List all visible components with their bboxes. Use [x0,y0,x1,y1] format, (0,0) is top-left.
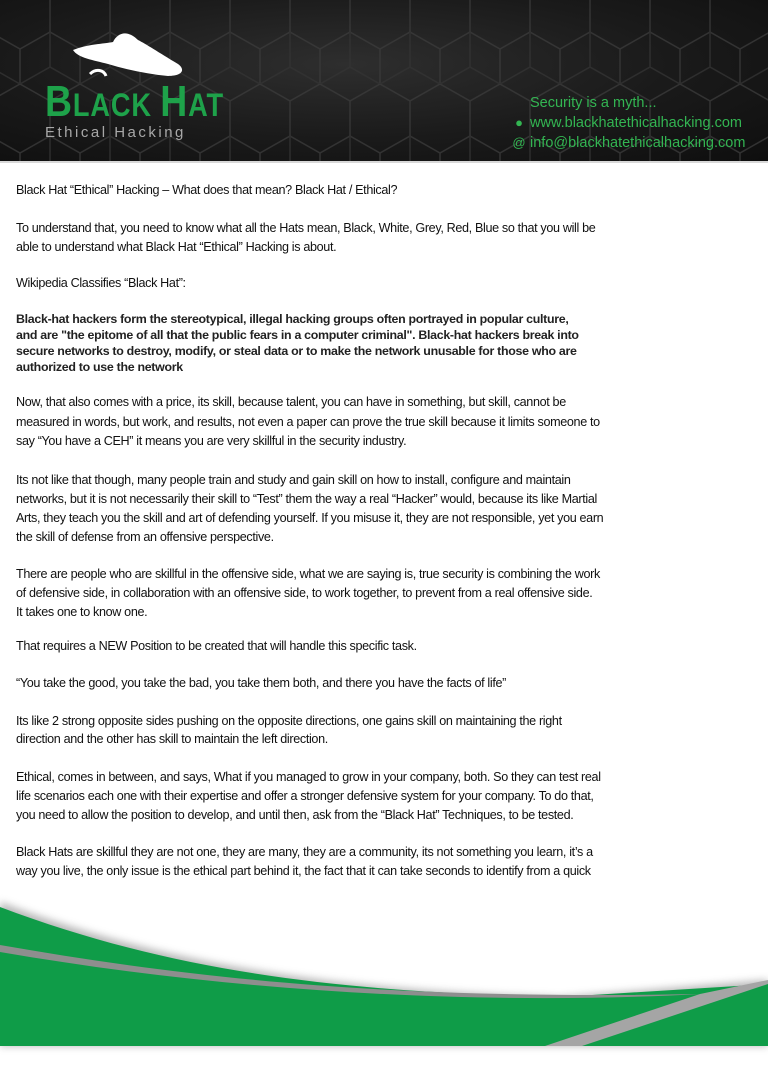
paragraph-line: There are people who are skillful in the offensive side, what we are saying is, true security is combining the work [16,567,600,581]
paragraph-line: Its like 2 strong opposite sides pushing on the opposite directions, one gains skill on maintaining the right [16,714,562,728]
website-text[interactable]: www.blackhatethicalhacking.com [530,115,742,131]
footer-green-wave [0,880,768,1088]
paragraph-line: of defensive side, in collaboration with an offensive side, to work together, to prevent from a real offensive side. [16,586,593,600]
paragraph-line: Arts, they teach you the skill and art of defending yourself. If you misuse it, they are not responsible, yet you earn [16,511,604,525]
header-banner [0,0,768,163]
paragraph-line: That requires a NEW Position to be created that will handle this specific task. [16,639,417,653]
paragraph-line: life scenarios each one with their expertise and offer a stronger defensive system for your company. To do that, [16,789,594,803]
paragraph-line: able to understand what Black Hat “Ethical” Hacking is about. [16,240,337,254]
slogan: Security is a myth... [530,95,657,111]
wiki-label: Wikipedia Classifies “Black Hat”: [16,276,186,290]
quote-line: secure networks to destroy, modify, or steal data or to make the network unusable for those who are [16,344,577,358]
paragraph-line: you need to allow the position to develop, and until then, ask from the “Black Hat” Techniques, to be tested. [16,808,574,822]
paragraph-line: “You take the good, you take the bad, you take them both, and there you have the facts of life” [16,676,506,690]
document-heading: Black Hat “Ethical” Hacking – What does that mean? Black Hat / Ethical? [16,183,398,197]
paragraph-line: say “You have a CEH” it means you are very skillful in the security industry. [16,434,407,448]
quote-line: Black-hat hackers form the stereotypical, illegal hacking groups often portrayed in popular culture, [16,312,569,326]
paragraph-line: Black Hats are skillful they are not one, they are many, they are a community, its not something you learn, it’s a [16,845,593,859]
at-icon: @ [512,135,526,150]
email-link[interactable] [512,134,745,152]
brand-name: BLACK HAT [45,77,225,126]
paragraph-line: networks, but it is not necessarily their skill to “Test” them the way a real “Hacker” would, because its like Martial [16,492,597,506]
paragraph-line: To understand that, you need to know what all the Hats mean, Black, White, Grey, Red, Blue so that you will be [16,221,596,235]
email-text[interactable]: info@blackhatethicalhacking.com [530,135,746,151]
hat-logo-icon [68,28,193,82]
brand-tagline: Ethical Hacking [45,124,186,141]
paragraph-line: It takes one to know one. [16,605,148,619]
website-link[interactable] [512,114,742,132]
paragraph-line: Now, that also comes with a price, its skill, because talent, you can have in something, but skill, cannot be [16,395,566,409]
paragraph-line: direction and the other has skill to maintain the left direction. [16,732,328,746]
globe-icon: ● [515,115,523,130]
paragraph-line: Its not like that though, many people train and study and gain skill on how to install, configure and maintain [16,473,571,487]
quote-line: authorized to use the network [16,360,183,374]
paragraph-line: the skill of defense from an offensive perspective. [16,530,274,544]
paragraph-line: measured in words, but work, and results, not even a paper can prove the true skill because it limits someone to [16,415,600,429]
paragraph-line: Ethical, comes in between, and says, What if you managed to grow in your company, both. So they can test real [16,770,601,784]
quote-line: and are "the epitome of all that the public fears in a computer criminal". Black-hat hackers break into [16,328,579,342]
paragraph-line: way you live, the only issue is the ethical part behind it, the fact that it can take seconds to identify from a quick [16,864,591,878]
